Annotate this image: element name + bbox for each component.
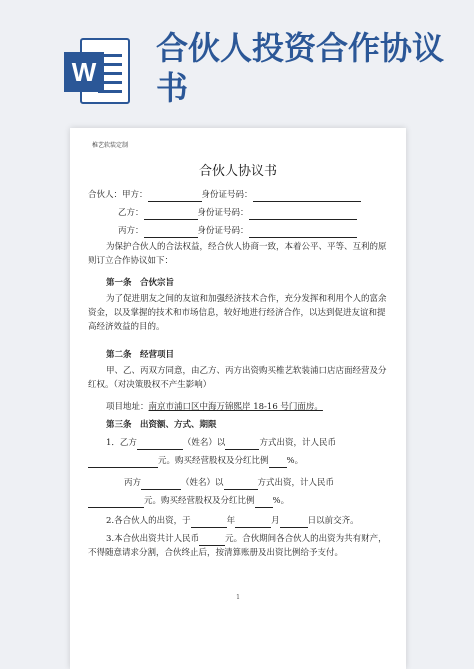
party-c-id-blank[interactable] <box>249 237 357 238</box>
party-b-name-blank[interactable] <box>144 219 198 220</box>
item-3-text: 元。合伙期间各合伙人的出资为共有财产，不得随意请求分割，合伙终止后，按清算账册及出资比例给予支付。 <box>88 534 387 558</box>
item-1-text: %。 <box>272 496 290 506</box>
item-2-text: 年 <box>226 516 236 526</box>
banner-title: 合伙人投资合作协议书 <box>156 29 445 107</box>
word-letter-badge: W <box>64 52 104 92</box>
item-1-line-4 <box>88 494 388 508</box>
party-c-amount-fill[interactable] <box>88 507 144 508</box>
item-2-text: 月 <box>271 516 280 526</box>
party-a-name-blank[interactable] <box>148 201 202 202</box>
article-1-body: 为了促进朋友之间的友谊和加强经济技术合作，充分发挥和利用个人的富余资金，以及掌握的技术和市场信息，较好地进行经济合作，以达到促进友谊和提高经济效益的目的。 <box>88 294 387 332</box>
id-label: 身份证号码： <box>197 226 249 236</box>
party-c-method-fill[interactable] <box>224 489 258 490</box>
party-b-name-fill[interactable] <box>137 449 183 450</box>
partner-row-a <box>88 188 388 202</box>
partner-row-c <box>118 224 418 238</box>
page-number: 1 <box>236 594 240 601</box>
total-amount-fill[interactable] <box>199 545 225 546</box>
partner-main-label: 合伙人： <box>88 190 123 200</box>
party-a-id-blank[interactable] <box>253 201 361 202</box>
item-1-line-3 <box>124 476 424 490</box>
item-1-line-2 <box>88 454 388 468</box>
article-1-heading: 第一条 合伙宗旨 <box>106 278 175 288</box>
document-title: 合伙人协议书 <box>198 164 277 179</box>
day-fill[interactable] <box>280 527 308 528</box>
id-label: 身份证号码： <box>197 208 249 218</box>
address-label: 项目地址： <box>106 402 149 412</box>
partner-row-b <box>118 206 418 220</box>
item-1-text: 元。购买经营股权及分红比例 <box>144 496 255 506</box>
partner-party-label: 甲方： <box>122 190 148 200</box>
party-b-amount-fill[interactable] <box>88 467 158 468</box>
item-2-text: 2.各合伙人的出资，于 <box>106 516 191 526</box>
year-fill[interactable] <box>191 527 227 528</box>
word-doc-icon <box>64 38 130 104</box>
item-1-text: %。 <box>286 456 304 466</box>
article-2-heading: 第二条 经营项目 <box>106 350 175 360</box>
item-1-text: （姓名）以 <box>182 438 226 448</box>
party-b-id-blank[interactable] <box>249 219 357 220</box>
item-1-text: 方式出资，计人民币 <box>259 438 336 448</box>
article-3-heading: 第三条 出资额、方式、期限 <box>106 420 217 430</box>
banner <box>0 0 474 120</box>
brand-label: 椎艺软装定制 <box>92 142 129 149</box>
item-2-text: 日以前交齐。 <box>307 516 359 526</box>
party-c-percent-fill[interactable] <box>255 507 273 508</box>
party-b-method-fill[interactable] <box>225 449 259 450</box>
item-2-line <box>106 514 406 528</box>
document-page <box>70 128 406 669</box>
address-row <box>106 400 406 414</box>
party-c-name-blank[interactable] <box>144 237 198 238</box>
item-3-paragraph <box>88 532 388 560</box>
item-1-text: （姓名）以 <box>181 478 224 488</box>
item-1-text: 元。购买经营股权及分红比例 <box>158 456 269 466</box>
id-label: 身份证号码： <box>201 190 253 200</box>
party-b-percent-fill[interactable] <box>269 467 287 468</box>
article-2-body: 甲、乙、丙双方同意，由乙方、丙方出资购买椎艺软装浦口店店面经营及分红权。（对决策股权不产生影响） <box>88 366 387 390</box>
intro-paragraph: 为保护合伙人的合法权益，经合伙人协商一致，本着公平、平等、互利的原则订立合作协议如下： <box>88 242 387 266</box>
party-c-name-fill[interactable] <box>141 489 181 490</box>
item-1-prefix: 1．乙方 <box>106 438 137 448</box>
item-1-text: 丙方 <box>124 478 142 488</box>
partner-party-label: 乙方： <box>118 208 144 218</box>
item-1-line-1 <box>106 436 406 450</box>
address-value: 南京市浦口区中海万锦熙岸 18-16 号门面房。 <box>148 402 323 412</box>
item-1-text: 方式出资，计人民币 <box>257 478 335 488</box>
month-fill[interactable] <box>235 527 271 528</box>
partner-party-label: 丙方： <box>118 226 144 236</box>
item-3-text: 3.本合伙出资共计人民币 <box>106 534 200 544</box>
